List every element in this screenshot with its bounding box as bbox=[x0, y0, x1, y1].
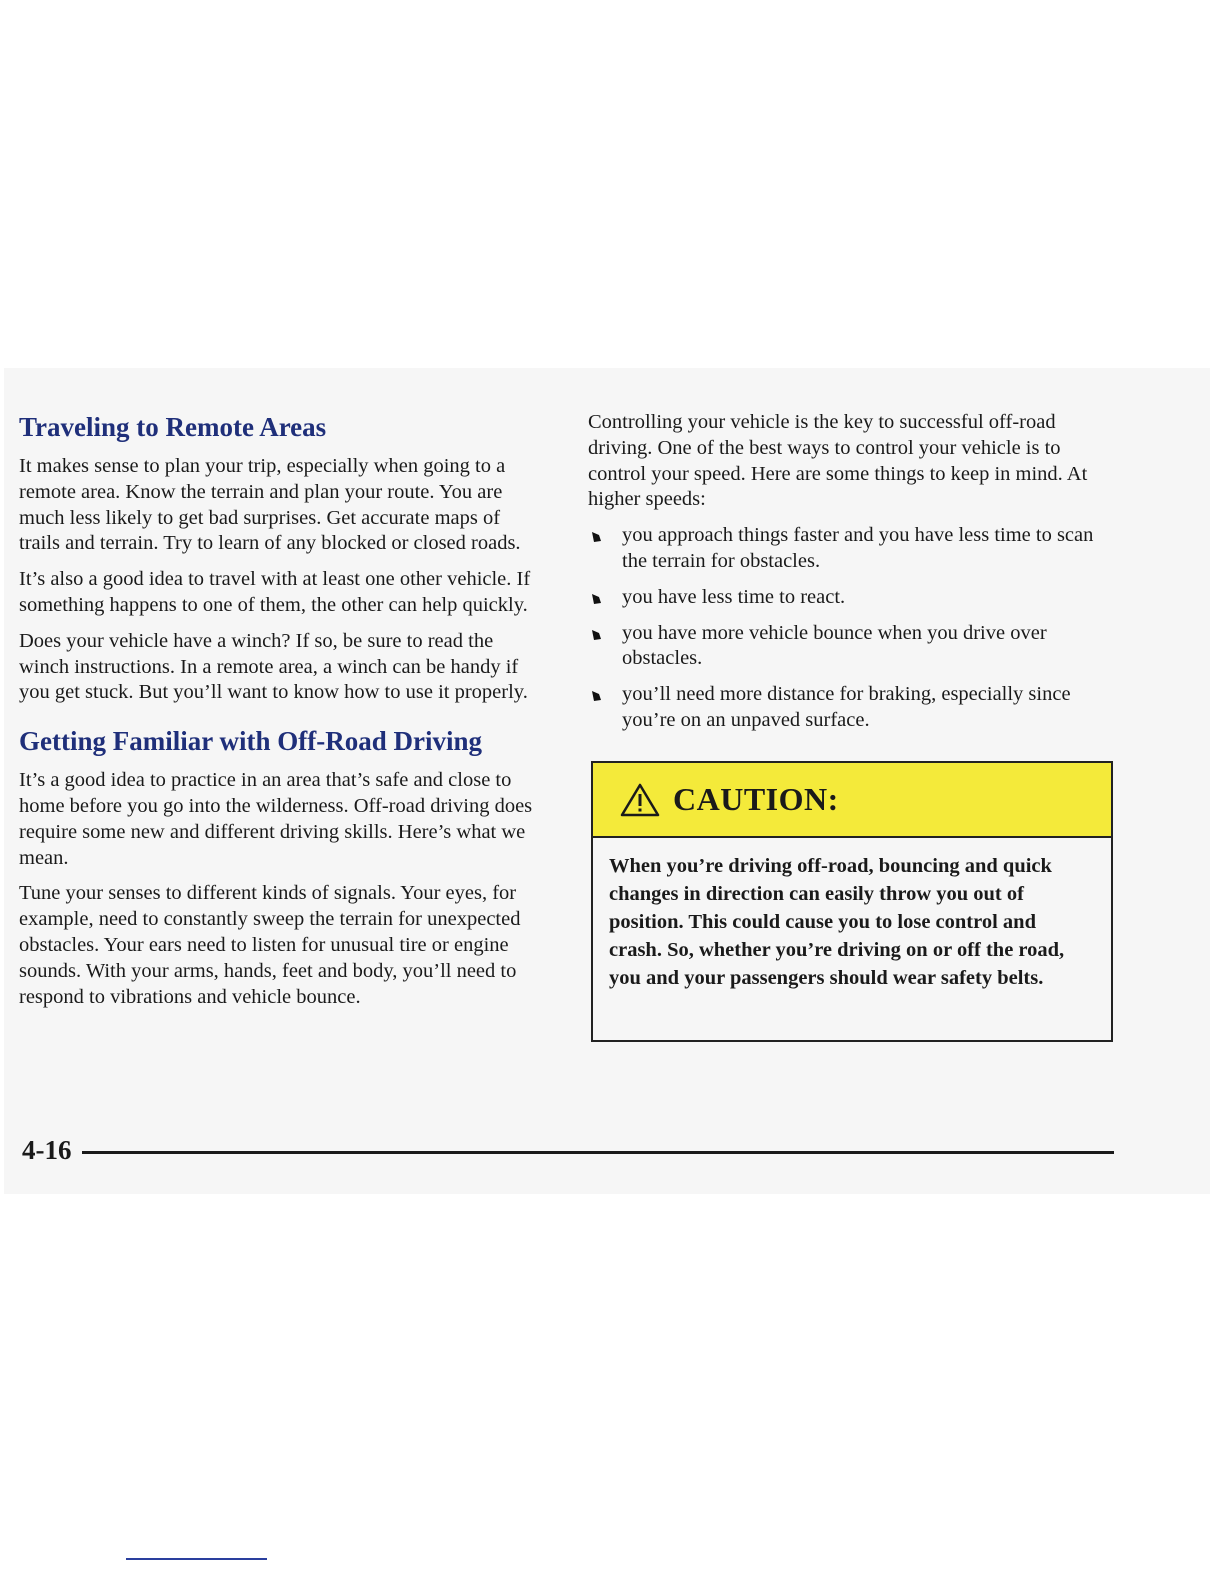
higher-speeds-list bbox=[588, 523, 1118, 734]
caution-title: CAUTION: bbox=[673, 781, 839, 817]
page-footer bbox=[22, 1132, 1114, 1168]
list-item-text: you approach things faster and you have less time to scan the terrain for obstacles. bbox=[622, 524, 1094, 572]
list-item bbox=[588, 682, 1118, 734]
right-column bbox=[588, 410, 1118, 744]
paragraph-travel-with-another-vehicle: It’s also a good idea to travel with at least one other vehicle. If something happens to one of them, the other can help quickly. bbox=[19, 568, 531, 616]
list-item-text: you’ll need more distance for braking, especially since you’re on an unpaved surface. bbox=[622, 683, 1071, 731]
caution-text: When you’re driving off-road, bouncing and quick changes in direction can easily throw you out of position. This could cause you to lose control and crash. So, whether you’re driving on or off the road, you and your passengers should wear safety belts. bbox=[609, 855, 1065, 989]
list-item bbox=[588, 523, 1118, 575]
bullet-icon bbox=[590, 531, 602, 543]
footer-rule bbox=[82, 1151, 1115, 1154]
caution-box bbox=[591, 761, 1113, 1042]
left-column bbox=[19, 410, 541, 1020]
caution-header bbox=[593, 763, 1111, 838]
paragraph-senses: Tune your senses to different kinds of signals. Your eyes, for example, need to constantly sweep the terrain for unexpected obstacles. Your ears need to listen for unusual tire or engine sounds. With your arms, hands, feet and body, you’ll need to respond to vibrations and vehicle bounce. bbox=[19, 882, 521, 1008]
bottom-link-underline bbox=[126, 1558, 267, 1560]
paragraph-practice: It’s a good idea to practice in an area that’s safe and close to home before you go into the wilderness. Off-road driving does require some new and different driving skills. Here’s what we mean. bbox=[19, 769, 533, 869]
section-title-getting-familiar: Getting Familiar with Off-Road Driving bbox=[19, 726, 482, 757]
page-number: 4-16 bbox=[22, 1134, 72, 1165]
list-item bbox=[588, 621, 1118, 673]
list-item-text: you have more vehicle bounce when you drive over obstacles. bbox=[622, 621, 1047, 670]
warning-triangle-icon bbox=[619, 782, 661, 818]
list-item-text: you have less time to react. bbox=[622, 585, 846, 608]
list-item bbox=[588, 585, 1118, 611]
paragraph-winch: Does your vehicle have a winch? If so, be sure to read the winch instructions. In a remote area, a winch can be handy if you get stuck. But you’ll want to know how to use it properly. bbox=[19, 629, 528, 704]
paragraph-controlling-vehicle: Controlling your vehicle is the key to successful off-road driving. One of the best ways to control your vehicle is to control your speed. Here are some things to keep in mind. At higher speeds: bbox=[588, 411, 1088, 511]
bullet-icon bbox=[590, 690, 602, 702]
paragraph-plan-trip: It makes sense to plan your trip, especially when going to a remote area. Know the terrain and plan your route. You are much less likely to get bad surprises. Get accurate maps of trails and terrain. Try to learn of any blocked or closed roads. bbox=[19, 455, 521, 555]
bullet-icon bbox=[590, 629, 602, 641]
bullet-icon bbox=[590, 593, 602, 605]
section-title-traveling-remote-areas: Traveling to Remote Areas bbox=[19, 412, 327, 442]
